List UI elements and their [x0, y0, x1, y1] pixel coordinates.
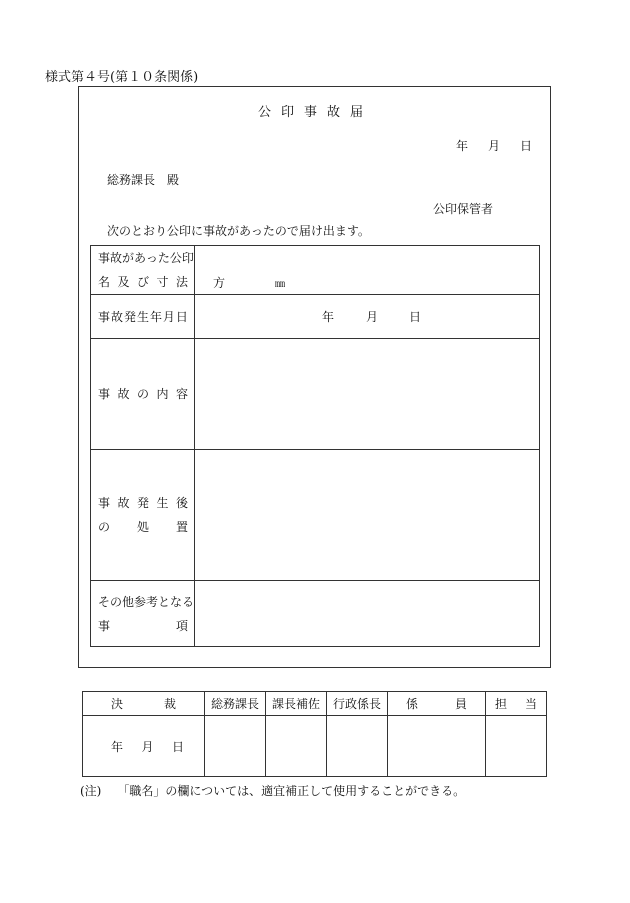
row-seal: [91, 246, 540, 295]
row-date: [91, 295, 540, 339]
seal-size-unit: ㎜: [275, 279, 285, 290]
seal-label-char: 寸: [156, 275, 169, 289]
seal-label-char: 法: [175, 275, 188, 289]
date-year: 年: [456, 139, 469, 153]
row-other: [91, 581, 540, 647]
seal-label: [91, 246, 195, 295]
content-label: [91, 339, 195, 450]
approval-table: [82, 691, 547, 777]
after-value[interactable]: [195, 450, 540, 581]
incident-month: 月: [366, 309, 379, 324]
content-value[interactable]: [195, 339, 540, 450]
incident-table: [90, 245, 540, 647]
content-label-char: 容: [175, 387, 188, 401]
seal-label-char: 名: [98, 275, 111, 289]
date-label-char: 発: [123, 309, 136, 324]
date-label-char: 日: [175, 309, 188, 324]
date-day: 日: [520, 139, 533, 153]
approval-body-row: [83, 716, 547, 777]
row-content: [91, 339, 540, 450]
decision-date-char: 日: [171, 739, 184, 754]
seal-label-line2: [98, 270, 194, 294]
seal-label-line1: 事故があった公印: [98, 251, 194, 265]
decision-header-char: 決: [111, 697, 124, 711]
content-label-char: 事: [98, 387, 111, 401]
row-after: [91, 450, 540, 581]
charge-header-char: 担: [495, 697, 508, 711]
content-label-char: 内: [156, 387, 169, 401]
date-label: [91, 295, 195, 339]
approval-header-row: [83, 692, 547, 716]
other-label-char: 事: [98, 618, 111, 633]
approver-header: 行政係長: [327, 692, 388, 716]
footnote: [80, 782, 465, 799]
after-label-char: 発: [136, 496, 149, 510]
seal-label-char: び: [136, 275, 149, 289]
incident-day: 日: [409, 309, 422, 324]
sender: 公印保管者: [433, 202, 494, 216]
seal-size-prefix: 方: [213, 276, 226, 290]
approver-stamp-cell[interactable]: [266, 716, 327, 777]
decision-date[interactable]: [83, 716, 205, 777]
form-number: 様式第４号(第１０条関係): [45, 70, 199, 85]
content-label-char: の: [136, 387, 149, 401]
other-label-line1: その他参考となる: [98, 594, 195, 609]
after-label-char: 事: [98, 496, 111, 510]
charge-stamp-cell[interactable]: [486, 716, 547, 777]
seal-label-char: 及: [117, 275, 130, 289]
approver-stamp-cell[interactable]: [327, 716, 388, 777]
after-label-char: 生: [156, 496, 169, 510]
seal-value[interactable]: [195, 246, 540, 295]
decision-header: [83, 692, 205, 716]
date-value[interactable]: [195, 295, 540, 339]
form-title: 公印事故届: [257, 105, 373, 120]
decision-header-char: 裁: [163, 697, 176, 711]
date-label-char: 生: [136, 309, 149, 324]
decision-date-char: 年: [111, 739, 124, 754]
after-label: [91, 450, 195, 581]
after-label-char: 置: [175, 520, 188, 534]
staff-header-char: 係: [406, 697, 419, 711]
charge-header-char: 当: [524, 697, 537, 711]
date-label-char: 年: [149, 309, 162, 324]
intro-text: 次のとおり公印に事故があったので届け出ます。: [107, 224, 370, 238]
staff-stamp-cell[interactable]: [388, 716, 486, 777]
charge-header: [486, 692, 547, 716]
staff-header: [388, 692, 486, 716]
addressee: 総務課長 殿: [107, 173, 180, 187]
after-label-char: 故: [117, 496, 130, 510]
after-label-char: 後: [175, 496, 188, 510]
content-label-char: 故: [117, 387, 130, 401]
staff-header-char: 員: [454, 697, 467, 711]
approver-header: 課長補佐: [266, 692, 327, 716]
date-label-char: 故: [110, 309, 123, 324]
date-label-char: 事: [98, 309, 111, 324]
incident-year: 年: [322, 309, 335, 324]
form-frame: [78, 86, 551, 668]
after-label-char: 処: [136, 520, 149, 534]
other-label-char: 項: [175, 618, 188, 633]
approver-stamp-cell[interactable]: [205, 716, 266, 777]
footnote-text: 「職名」の欄については、適宜補正して使用することができる。: [117, 784, 466, 798]
date-month: 月: [488, 139, 501, 153]
other-label: [91, 581, 195, 647]
decision-date-char: 月: [141, 739, 154, 754]
other-value[interactable]: [195, 581, 540, 647]
approver-header: 総務課長: [205, 692, 266, 716]
after-label-char: の: [98, 520, 111, 534]
footnote-prefix: (注): [80, 784, 102, 798]
date-label-char: 月: [162, 309, 175, 324]
